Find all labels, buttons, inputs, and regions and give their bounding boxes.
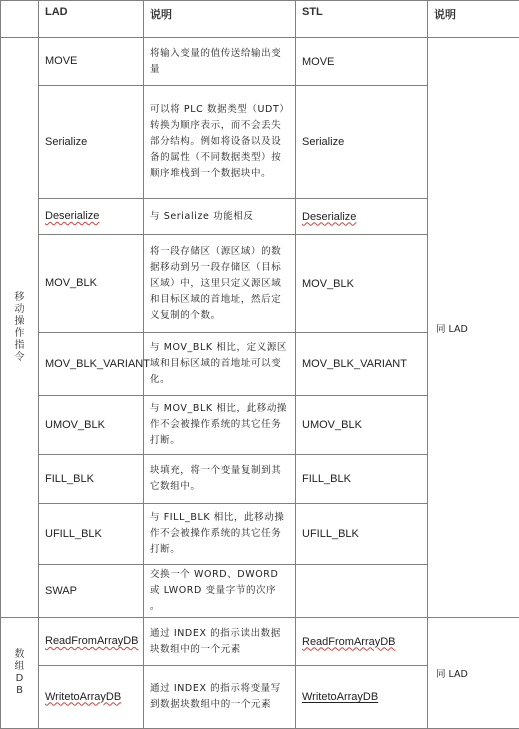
lad-text: ReadFromArrayDB: [45, 635, 139, 647]
desc-cell: 与 FILL_BLK 相比，此移动操作不会被操作系统的其它任务打断。: [144, 504, 296, 565]
lad-cell: SWAP: [39, 565, 144, 618]
category-cell: 数组 DB: [1, 618, 39, 729]
header-row: [1, 1, 519, 38]
stl-cell: FILL_BLK: [296, 455, 428, 504]
desc-cell: 可以将 PLC 数据类型（UDT）转换为顺序表示，而不会丢失部分结构。例如将设备以及设备的属性（不同数据类型）按顺序堆栈到一个数据块中。: [144, 86, 296, 199]
header-blank: [1, 1, 39, 38]
desc-cell: 通过 INDEX 的指示读出数据块数组中的一个元素: [144, 618, 296, 666]
category-cell: 移动操作指令: [1, 38, 39, 618]
header-lad: LAD: [39, 1, 144, 38]
stl-text: ReadFromArrayDB: [302, 636, 396, 648]
lad-cell: UMOV_BLK: [39, 396, 144, 455]
lad-cell: MOVE: [39, 38, 144, 86]
same-as-lad-cell: 同 LAD: [428, 618, 519, 729]
lad-cell: MOV_BLK: [39, 235, 144, 333]
stl-cell: MOV_BLK: [296, 235, 428, 333]
lad-text: WritetoArrayDB: [45, 691, 121, 703]
lad-cell: FILL_BLK: [39, 455, 144, 504]
table-row: [1, 38, 519, 86]
desc-cell: 通过 INDEX 的指示将变量写到数据块数组中的一个元素: [144, 666, 296, 729]
stl-cell: UMOV_BLK: [296, 396, 428, 455]
same-as-lad-cell: 同 LAD: [428, 38, 519, 618]
lad-cell: MOV_BLK_VARIANT: [39, 333, 144, 396]
desc-cell: 块填充，将一个变量复制到其它数组中。: [144, 455, 296, 504]
stl-text: Deserialize: [302, 211, 356, 223]
header-stl: STL: [296, 1, 428, 38]
desc-cell: 交换一个 WORD、DWORD 或 LWORD 变量字节的次序 。: [144, 565, 296, 618]
desc-cell: 与 MOV_BLK 相比，此移动操作不会被操作系统的其它任务打断。: [144, 396, 296, 455]
stl-cell: Serialize: [296, 86, 428, 199]
stl-cell: MOV_BLK_VARIANT: [296, 333, 428, 396]
stl-cell: [296, 565, 428, 618]
header-desc2: 说明: [428, 1, 519, 38]
stl-cell: UFILL_BLK: [296, 504, 428, 565]
lad-cell: UFILL_BLK: [39, 504, 144, 565]
desc-cell: 与 Serialize 功能相反: [144, 199, 296, 235]
lad-text: Deserialize: [45, 210, 99, 222]
lad-cell: Serialize: [39, 86, 144, 199]
header-desc: 说明: [144, 1, 296, 38]
table-row: [1, 618, 519, 666]
desc-cell: 与 MOV_BLK 相比，定义源区域和目标区域的首地址可以变化。: [144, 333, 296, 396]
desc-cell: 将一段存储区（源区域）的数据移动到另一段存储区（目标区域）中，这里只定义源区域和目标区域的首地址，然后定义复制的个数。: [144, 235, 296, 333]
stl-text: WritetoArrayDB: [302, 691, 378, 703]
desc-cell: 将输入变量的值传送给输出变量: [144, 38, 296, 86]
stl-cell: MOVE: [296, 38, 428, 86]
